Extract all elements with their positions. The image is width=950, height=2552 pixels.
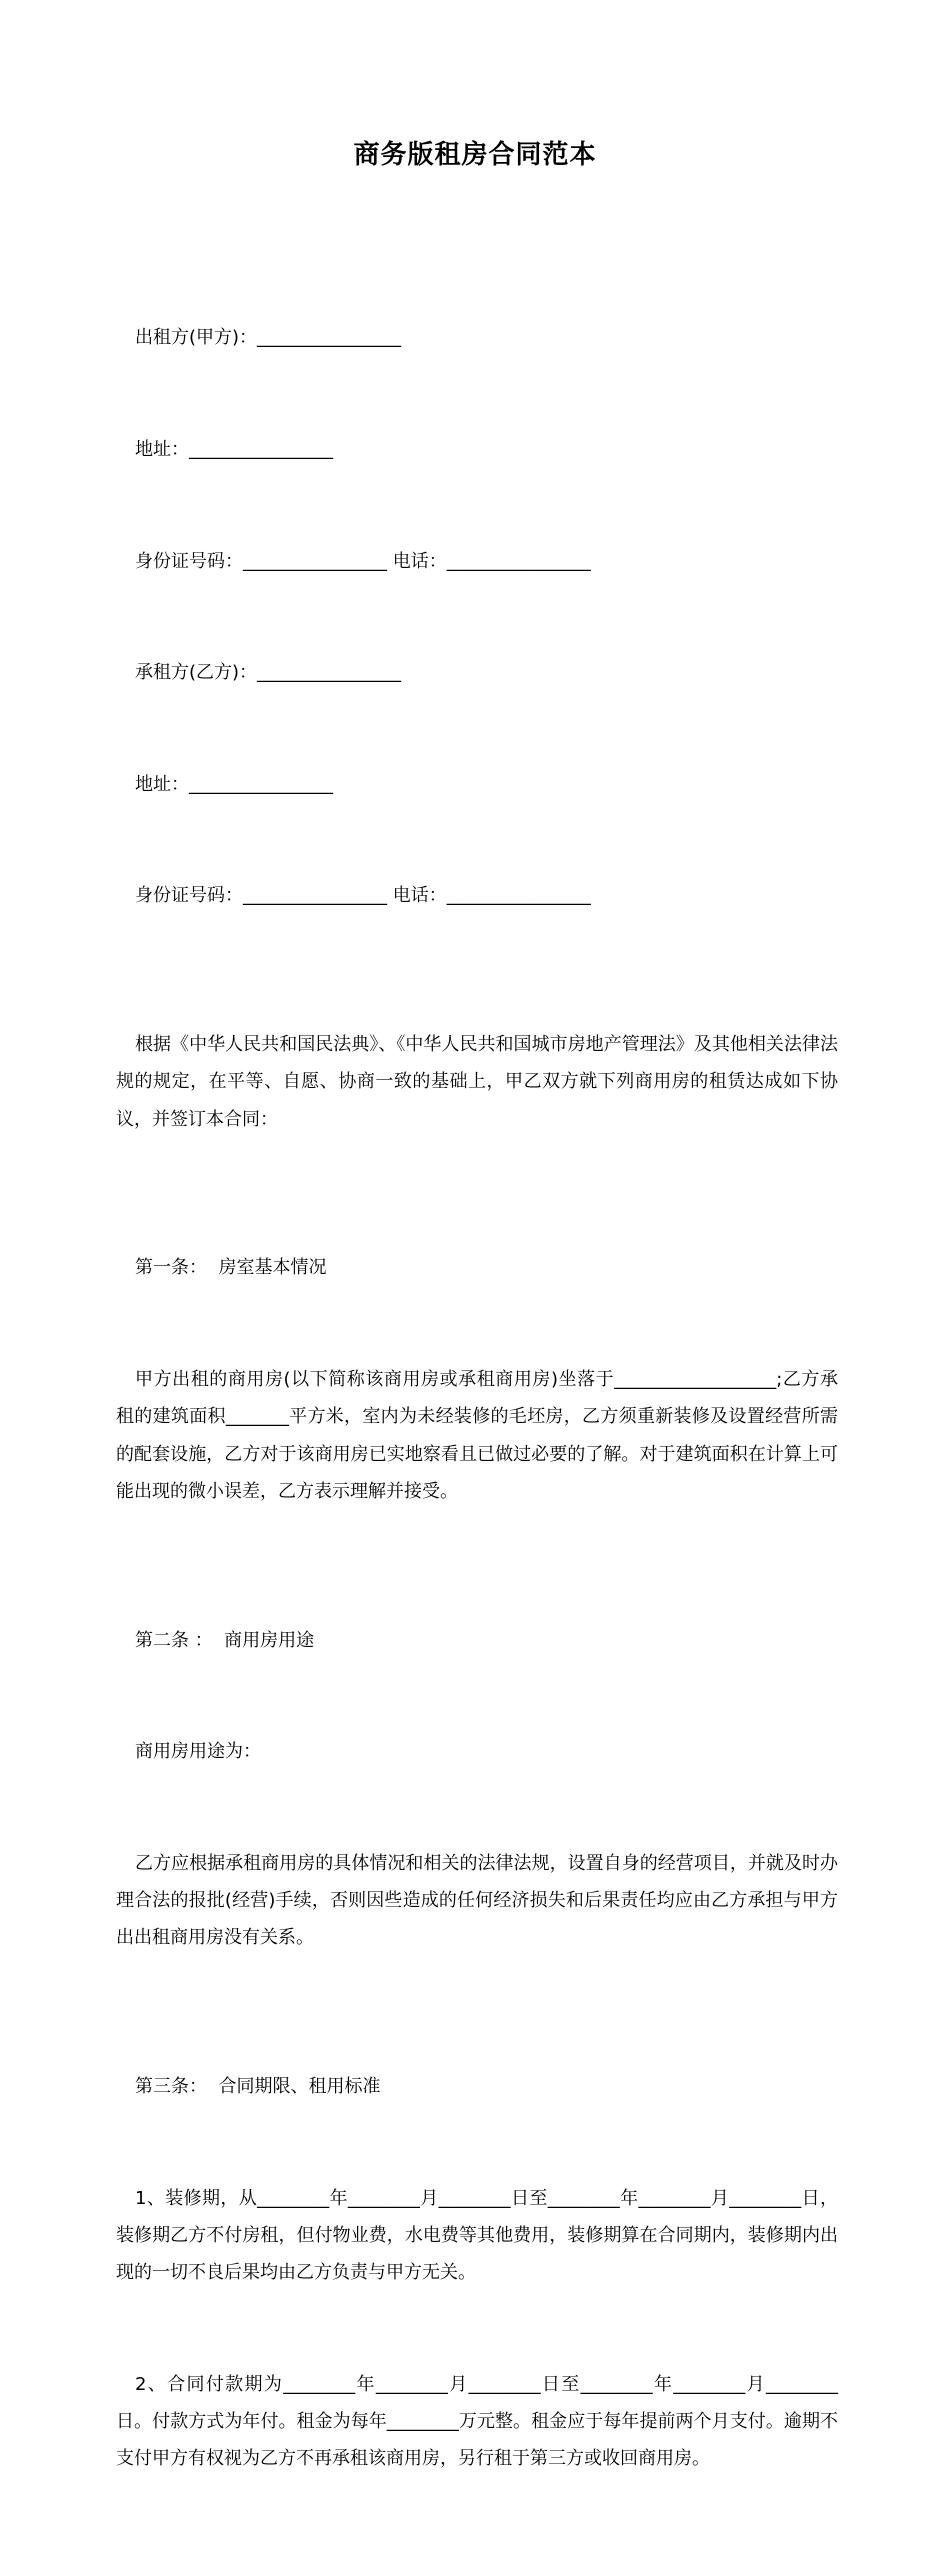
lessee-id-phone-line: 身份证号码：________________ 电话：________________	[135, 885, 591, 907]
lessee-address-line: 地址：________________	[135, 773, 333, 795]
article2-paragraph: 乙方应根据承租商用房的具体情况和相关的法律法规，设置自身的经营项目，并就及时办理合法的报批(经营)手续，否则因些造成的任何经济损失和后果责任均应由乙方承担与甲方出出租商用房没有关系。	[116, 1852, 838, 1949]
article3-heading: 第三条： 合同期限、租用标准	[135, 2075, 381, 2097]
article2-heading: 第二条 ： 商用房用途	[135, 1629, 315, 1651]
intro-paragraph: 根据《中华人民共和国民法典》、《中华人民共和国城市房地产管理法》及其他相关法律法规的规定，在平等、自愿、协商一致的基础上，甲乙双方就下列商用房的租赁达成如下协议，并签订本合同：	[116, 1034, 838, 1130]
article3-item1: 1、装修期，从________年________月________日至________年________月________日，装修期乙方不付房租，但付物业费，水电费等其他费用，装修期算在合同期内，装修期内出现的一切不良后果均由乙方负责与甲方无关。	[116, 2187, 838, 2283]
lessor-address-line: 地址：________________	[135, 439, 333, 461]
lessor-line: 出租方(甲方)：________________	[135, 327, 402, 349]
document-body	[116, 245, 838, 2552]
document-title: 商务版租房合同范本	[353, 140, 597, 170]
article1-paragraph: 甲方出租的商用房(以下简称该商用房或承租商用房)坐落于__________________;乙方承租的建筑面积_______平方米，室内为未经装修的毛坯房，乙方须重新装修及设置经营所需的配套设施，乙方对于该商用房已实地察看且已做过必要的了解。对于建筑面积在计算上可能出现的微小误差，乙方表示理解并接受。	[116, 1369, 838, 1502]
article2-usage: 商用房用途为：	[135, 1741, 261, 1763]
lessor-id-phone-line: 身份证号码：________________ 电话：________________	[135, 550, 591, 572]
article1-heading: 第一条： 房室基本情况	[135, 1257, 327, 1279]
lessee-line: 承租方(乙方)：________________	[135, 662, 402, 684]
article3-item2: 2、合同付款期为________年________月________日至________年________月________日。付款方式为年付。租金为每年________万元整。租金应于每年提前两个月支付。逾期不支付甲方有权视为乙方不再承租该商用房，另行租于第三方或收回商用房。	[116, 2373, 838, 2469]
